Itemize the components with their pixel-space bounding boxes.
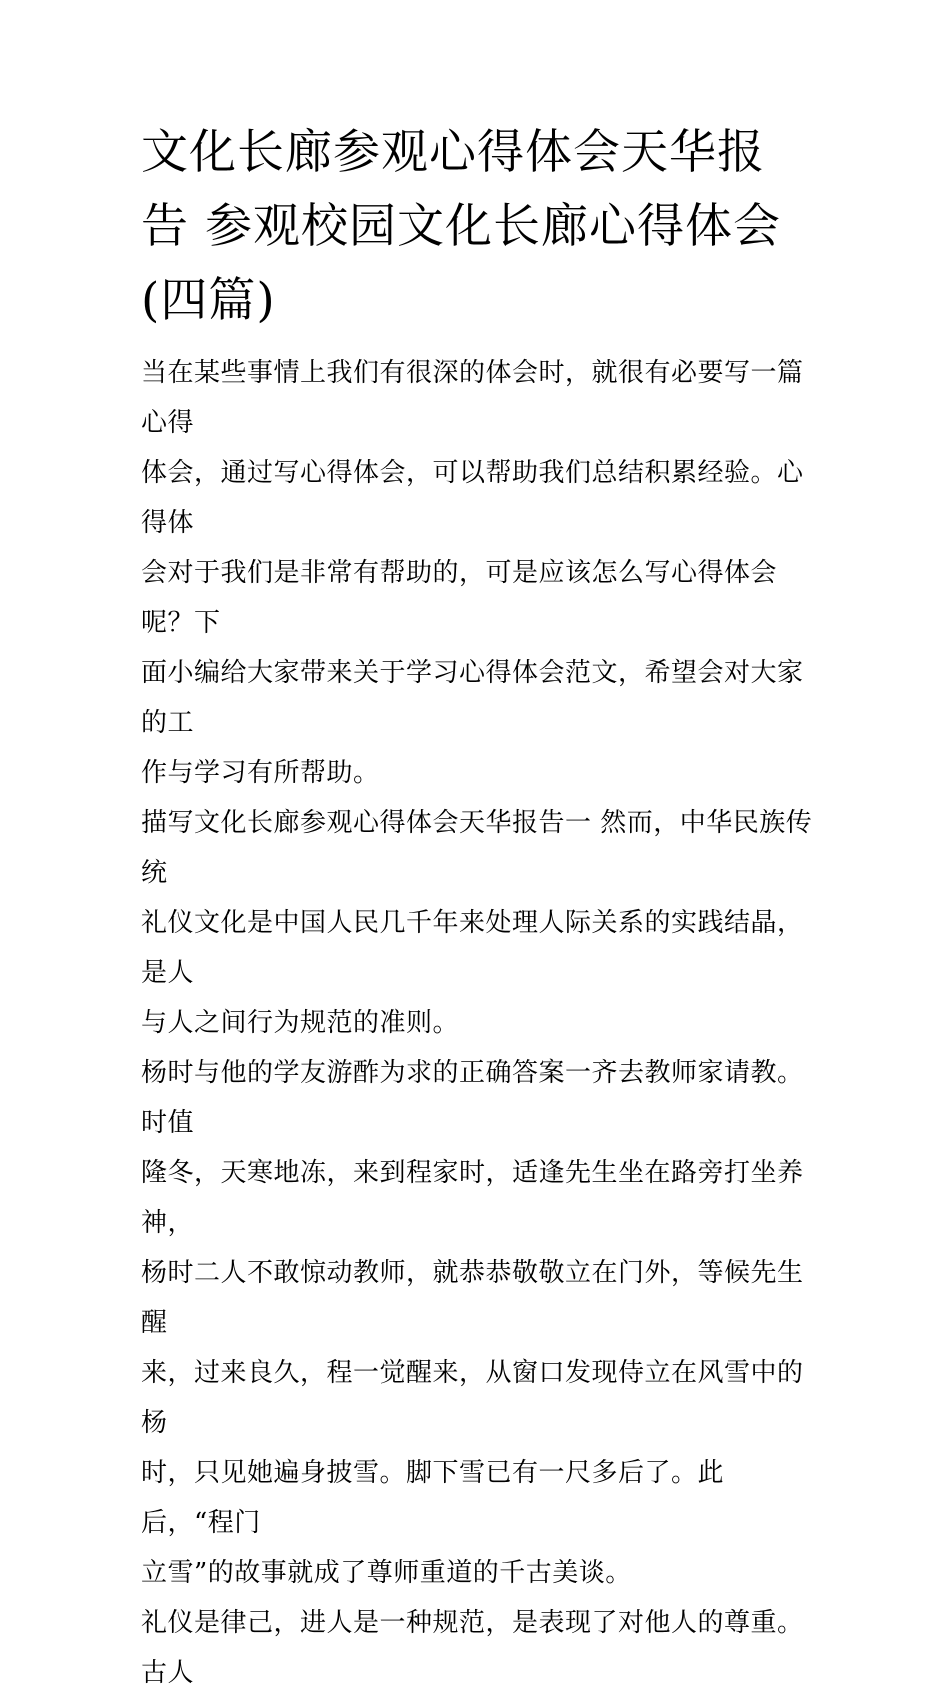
text-line: 会对于我们是非常有帮助的，可是应该怎么写心得体会呢？下	[141, 558, 778, 638]
text-line: 时，只见她遍身披雪。脚下雪已有一尺多后了。此后，“程门	[141, 1458, 725, 1538]
text-line: 礼仪文化是中国人民几千年来处理人际关系的实践结晶，是人	[141, 908, 804, 988]
title-line: 告 参观校园文化长廊心得体会	[141, 199, 781, 254]
text-line: 当在某些事情上我们有很深的体会时，就很有必要写一篇心得	[141, 358, 804, 438]
text-line: 杨时二人不敢惊动教师，就恭恭敬敬立在门外，等候先生醒	[141, 1258, 804, 1338]
text-line: 与人之间行为规范的准则。	[141, 1008, 460, 1038]
title-line: (四篇)	[141, 273, 276, 328]
text-line: 立雪”的故事就成了尊师重道的千古美谈。	[141, 1558, 632, 1588]
text-line: 面小编给大家带来关于学习心得体会范文，希望会对大家的工	[141, 658, 804, 738]
text-line: 来，过来良久，程一觉醒来，从窗口发现侍立在风雪中的杨	[141, 1358, 804, 1438]
paragraph-intro	[141, 348, 813, 798]
paragraph-cheng-men-li-xue	[141, 1048, 813, 1598]
document-content	[141, 116, 813, 1698]
text-line: 礼仪是律己，进人是一种规范，是表现了对他人的尊重。古人	[141, 1608, 804, 1688]
title-line: 文化长廊参观心得体会天华报	[141, 125, 765, 180]
text-line: 体会，通过写心得体会，可以帮助我们总结积累经验。心得体	[141, 458, 804, 538]
paragraph-etiquette	[141, 1598, 813, 1698]
text-line: 隆冬，天寒地冻，来到程家时，适逢先生坐在路旁打坐养神，	[141, 1158, 804, 1238]
text-line: 描写文化长廊参观心得体会天华报告一 然而，中华民族传统	[141, 808, 813, 888]
text-line: 杨时与他的学友游酢为求的正确答案一齐去教师家请教。时值	[141, 1058, 804, 1138]
paragraph-essay-one-intro	[141, 798, 813, 1048]
text-line: 作与学习有所帮助。	[141, 758, 380, 788]
document-title	[141, 116, 813, 338]
